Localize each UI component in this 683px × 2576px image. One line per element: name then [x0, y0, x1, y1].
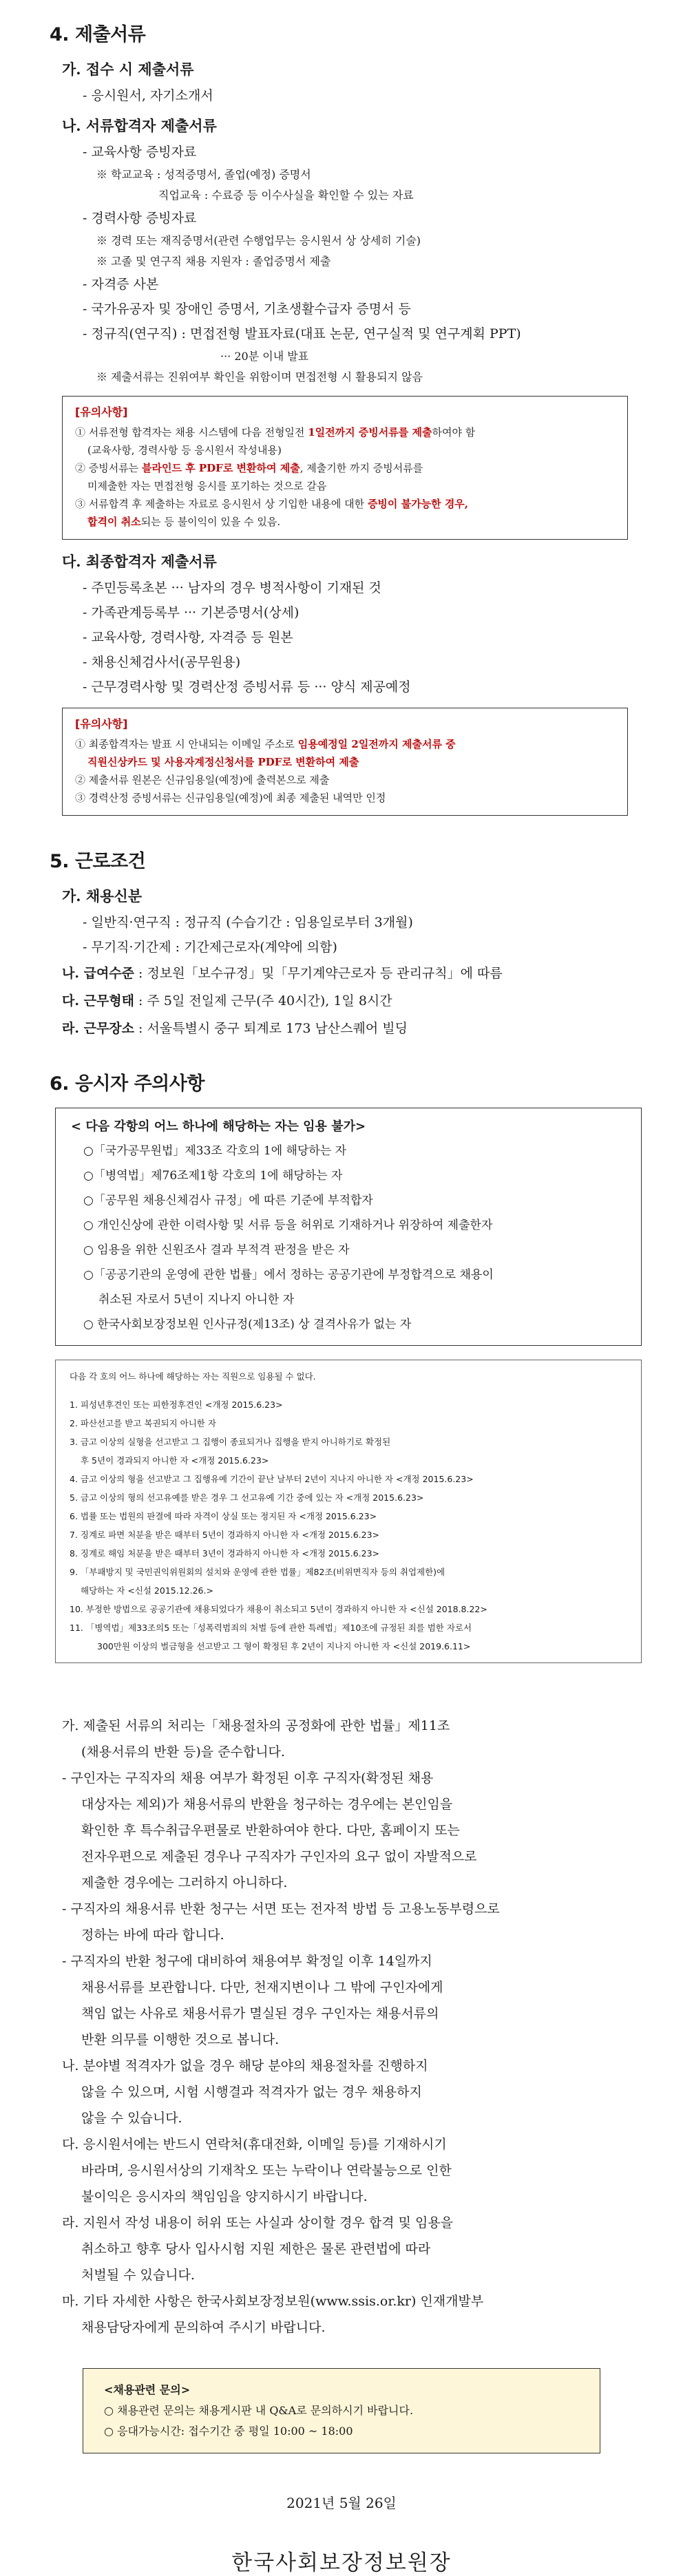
notice-title: [유의사항]: [75, 405, 128, 419]
notice-para: 전자우편으로 제출된 경우나 구직자가 구인자의 요구 없이 자발적으로: [81, 1849, 477, 1864]
law-item: 후 5년이 경과되지 아니한 자 <개정 2015.6.23>: [81, 1455, 269, 1466]
s4-na-title: 나. 서류합격자 제출서류: [62, 117, 217, 134]
s4-na-item: - 경력사항 증빙자료: [83, 211, 197, 226]
s4-na-note: ※ 제출서류는 진위여부 확인을 위함이며 면접전형 시 활용되지 않음: [96, 370, 423, 383]
notice-item: 직원신상카드 및 사용자계정신청서를 PDF로 변환하여 제출: [87, 756, 359, 768]
contact-item: ○ 채용관련 문의는 채용게시판 내 Q&A로 문의하시기 바랍니다.: [104, 2404, 414, 2417]
s4-da-item: - 교육사항, 경력사항, 자격증 등 원본: [83, 630, 293, 645]
disqualification-box: [55, 1108, 642, 1346]
notice-para: 바라며, 응시원서상의 기재착오 또는 누락이나 연락불능으로 인한: [81, 2163, 452, 2178]
s4-na-note: ※ 고졸 및 연구직 채용 지원자 : 졸업증명서 제출: [96, 255, 331, 268]
s4-na-note: ※ 학교교육 : 성적증명서, 졸업(예정) 증명서: [96, 168, 311, 181]
notice-para: 정하는 바에 따라 합니다.: [81, 1928, 224, 1943]
s5-ga-item: - 무기직·기간제 : 기간제근로자(계약에 의함): [83, 940, 337, 955]
s5-ga-title: 가. 채용신분: [62, 887, 143, 905]
s5-ga-item: - 일반직·연구직 : 정규직 (수습기간 : 임용일로부터 3개월): [83, 915, 413, 930]
notice-item: ① 최종합격자는 발표 시 안내되는 이메일 주소로 임용예정일 2일전까지 제출서류 중: [75, 738, 456, 750]
law-item: 6. 법률 또는 법원의 판결에 따라 자격이 상실 또는 정지된 자 <개정 2015.6.23>: [70, 1511, 377, 1521]
notice-para: - 구직자의 채용서류 반환 청구는 서면 또는 전자적 방법 등 고용노동부령으로: [62, 1901, 500, 1917]
disqualification-item: ○「공무원 채용신체검사 규정」에 따른 기준에 부적합자: [83, 1194, 373, 1207]
disqualification-item: ○「병역법」제76조제1항 각호의 1에 해당하는 자: [83, 1169, 343, 1183]
notice-para: 책임 없는 사유로 채용서류가 멸실된 경우 구인자는 채용서류의: [81, 2006, 439, 2021]
s4-na-item: - 자격증 사본: [83, 277, 159, 292]
disqualification-item: ○「국가공무원법」제33조 각호의 1에 해당하는 자: [83, 1144, 347, 1158]
notice-item: 합격이 취소되는 등 불이익이 있을 수 있음.: [87, 516, 281, 528]
s4-na-note: ※ 경력 또는 재직증명서(관련 수행업무는 응시원서 상 상세히 기술): [96, 234, 421, 247]
s4-da-item: - 근무경력사항 및 경력산정 증빙서류 등 ··· 양식 제공예정: [83, 679, 411, 695]
contact-title: <채용관련 문의>: [104, 2383, 191, 2396]
law-item: 2. 파산선고를 받고 복권되지 아니한 자: [70, 1418, 216, 1428]
s4-da-item: - 주민등록초본 ··· 남자의 경우 병적사항이 기재된 것: [83, 580, 381, 595]
notice-para: 다. 응시원서에는 반드시 연락처(휴대전화, 이메일 등)를 기재하시기: [62, 2137, 447, 2152]
issuer-signature: 한국사회보장정보원장: [231, 2551, 452, 2575]
s4-ga-item: - 응시원서, 자기소개서: [83, 88, 213, 103]
notice-para: 확인한 후 특수취급우편물로 반환하여야 한다. 다만, 홈페이지 또는: [81, 1823, 460, 1838]
law-item: 5. 금고 이상의 형의 선고유예를 받은 경우 그 선고유예 기간 중에 있는 자 <개정 2015.6.23>: [70, 1492, 424, 1503]
law-item: 3. 금고 이상의 실형을 선고받고 그 집행이 종료되거나 집행을 받지 아니하기로 확정된: [70, 1437, 391, 1447]
law-item: 4. 금고 이상의 형을 선고받고 그 집행유예 기간이 끝난 날부터 2년이 지나지 아니한 자 <개정 2015.6.23>: [70, 1474, 474, 1484]
notice-para: 대상자는 제외)가 채용서류의 반환을 청구하는 경우에는 본인임을: [81, 1797, 453, 1812]
contact-item: ○ 응대가능시간: 접수기간 중 평일 10:00 ~ 18:00: [104, 2425, 353, 2438]
notice-box-1: [62, 396, 628, 540]
disqualification-item: ○ 한국사회보장정보원 인사규정(제13조) 상 결격사유가 없는 자: [83, 1318, 412, 1331]
notice-para: 마. 기타 자세한 사항은 한국사회보장정보원(www.ssis.or.kr) 인재개발부: [62, 2294, 484, 2309]
s4-da-item: - 채용신체검사서(공무원용): [83, 655, 241, 670]
law-item: 9. 「부패방지 및 국민권익위원회의 설치와 운영에 관한 법률」제82조(비위면직자 등의 취업제한)에: [70, 1567, 445, 1577]
s5-location-row: [62, 1015, 642, 1042]
disqualification-item: 취소된 자로서 5년이 지나지 아니한 자: [98, 1293, 295, 1307]
section-6-title: 6. 응시자 주의사항: [50, 1073, 204, 1095]
law-item: 해당하는 자 <신설 2015.12.26.>: [81, 1585, 213, 1596]
contact-box: [83, 2368, 600, 2453]
section-4-title: 4. 제출서류: [50, 24, 146, 45]
s4-na-item: - 교육사항 증빙자료: [83, 145, 197, 160]
law-box: [55, 1360, 642, 1663]
notice-para: 않을 수 있으며, 시험 시행결과 적격자가 없는 경우 채용하지: [81, 2084, 422, 2100]
notice-para: (채용서류의 반환 등)을 준수합니다.: [81, 1744, 285, 1760]
disqualification-title: < 다음 각항의 어느 하나에 해당하는 자는 임용 불가>: [71, 1119, 366, 1134]
notice-para: 나. 분야별 적격자가 없을 경우 해당 분야의 채용절차를 진행하지: [62, 2058, 428, 2073]
s5-salary-label: 나. 급여수준: [62, 966, 134, 981]
announcement-date: 2021년 5월 26일: [286, 2495, 397, 2511]
notice-item: ③ 경력산정 증빙서류는 신규임용일(예정)에 최종 제출된 내역만 인정: [75, 792, 386, 804]
notice-item: ① 서류전형 합격자는 채용 시스템에 다음 전형일전 1일전까지 증빙서류를 제출하여야 함: [75, 426, 476, 439]
notice-title: [유의사항]: [75, 717, 128, 730]
s4-da-title: 다. 최종합격자 제출서류: [62, 553, 217, 570]
law-item: 300만원 이상의 벌금형을 선고받고 그 형이 확정된 후 2년이 지나지 아니한 자 <신설 2019.6.11>: [97, 1641, 471, 1651]
law-item: 8. 징계로 해임 처분을 받은 때부터 3년이 경과하지 아니한 자 <개정 2015.6.23>: [70, 1548, 380, 1559]
notice-para: - 구직자의 반환 청구에 대비하여 채용여부 확정일 이후 14일까지: [62, 1954, 432, 1969]
notice-para: 처벌될 수 있습니다.: [81, 2268, 195, 2283]
notice-para: 채용서류를 보관합니다. 다만, 천재지변이나 그 밖에 구인자에게: [81, 1980, 443, 1995]
s4-na-note: 직업교육 : 수료증 등 이수사실을 확인할 수 있는 자료: [158, 189, 414, 202]
s5-salary-text: : 정보원「보수규정」및「무기계약근로자 등 관리규칙」에 따름: [134, 966, 503, 981]
notice-item: 미제출한 자는 면접전형 응시를 포기하는 것으로 갈음: [87, 480, 327, 492]
notice-item: ② 제출서류 원본은 신규임용일(예정)에 출력본으로 제출: [75, 774, 330, 786]
law-item: 10. 부정한 방법으로 공공기관에 채용되었다가 채용이 취소되고 5년이 경과하지 아니한 자 <신설 2018.8.22>: [70, 1604, 487, 1614]
notice-para: 않을 수 있습니다.: [81, 2111, 182, 2126]
notice-item: ② 증빙서류는 블라인드 후 PDF로 변환하여 제출, 제출기한 까지 증빙서류를: [75, 462, 423, 474]
s5-salary-row: [62, 960, 642, 987]
s5-worktype-label: 다. 근무형태: [62, 993, 134, 1009]
notice-para: 불이익은 응시자의 책임임을 양지하시기 바랍니다.: [81, 2189, 368, 2204]
notice-para: 제출한 경우에는 그러하지 아니하다.: [81, 1875, 288, 1890]
s5-worktype-row: [62, 987, 642, 1015]
law-intro: 다음 각 호의 어느 하나에 해당하는 자는 직원으로 임용될 수 없다.: [70, 1371, 316, 1382]
notice-para: 가. 제출된 서류의 처리는「채용절차의 공정화에 관한 법률」제11조: [62, 1718, 450, 1733]
s4-na-item: - 국가유공자 및 장애인 증명서, 기초생활수급자 증명서 등: [83, 302, 411, 317]
notice-para: 라. 지원서 작성 내용이 허위 또는 사실과 상이할 경우 합격 및 임용을: [62, 2215, 454, 2230]
notice-para: 반환 의무를 이행한 것으로 봅니다.: [81, 2032, 280, 2047]
s4-na-note: ··· 20분 이내 발표: [220, 350, 309, 363]
disqualification-item: ○「공공기관의 운영에 관한 법률」에서 정하는 공공기관에 부정합격으로 채용이: [83, 1268, 494, 1282]
notice-item: ③ 서류합격 후 제출하는 자료로 응시원서 상 기입한 내용에 대한 증빙이 불가능한 경우,: [75, 498, 469, 510]
section-5-title: 5. 근로조건: [50, 851, 146, 872]
law-item: 11. 「병역법」제33조의5 또는「성폭력범죄의 처벌 등에 관한 특례법」제10조에 규정된 죄를 범한 자로서: [70, 1623, 472, 1633]
law-item: 7. 징계로 파면 처분을 받은 때부터 5년이 경과하지 아니한 자 <개정 2015.6.23>: [70, 1530, 380, 1540]
disqualification-item: ○ 개인신상에 관한 이력사항 및 서류 등을 허위로 기재하거나 위장하여 제출한자: [83, 1218, 493, 1232]
notice-para: - 구인자는 구직자의 채용 여부가 확정된 이후 구직자(확정된 채용: [62, 1771, 434, 1786]
law-item: 1. 피성년후견인 또는 피한정후견인 <개정 2015.6.23>: [70, 1400, 283, 1410]
s5-worktype-text: : 주 5일 전일제 근무(주 40시간), 1일 8시간: [134, 993, 392, 1009]
notice-para: 채용담당자에게 문의하여 주시기 바랍니다.: [81, 2320, 326, 2335]
notice-para: 취소하고 향후 당사 입사시험 지원 제한은 물론 관련법에 따라: [81, 2241, 431, 2257]
s4-ga-title: 가. 접수 시 제출서류: [62, 61, 194, 78]
disqualification-item: ○ 임용을 위한 신원조사 결과 부적격 판정을 받은 자: [83, 1243, 350, 1257]
notice-item: (교육사항, 경력사항 등 응시원서 작성내용): [87, 444, 282, 456]
s4-da-item: - 가족관계등록부 ··· 기본증명서(상세): [83, 605, 300, 620]
s4-na-item: - 정규직(연구직) : 면접전형 발표자료(대표 논문, 연구실적 및 연구계획 PPT): [83, 326, 521, 341]
s5-location-text: : 서울특별시 중구 퇴계로 173 남산스퀘어 빌딩: [134, 1021, 408, 1036]
s5-location-label: 라. 근무장소: [62, 1021, 134, 1036]
notice-box-2: [62, 708, 628, 816]
